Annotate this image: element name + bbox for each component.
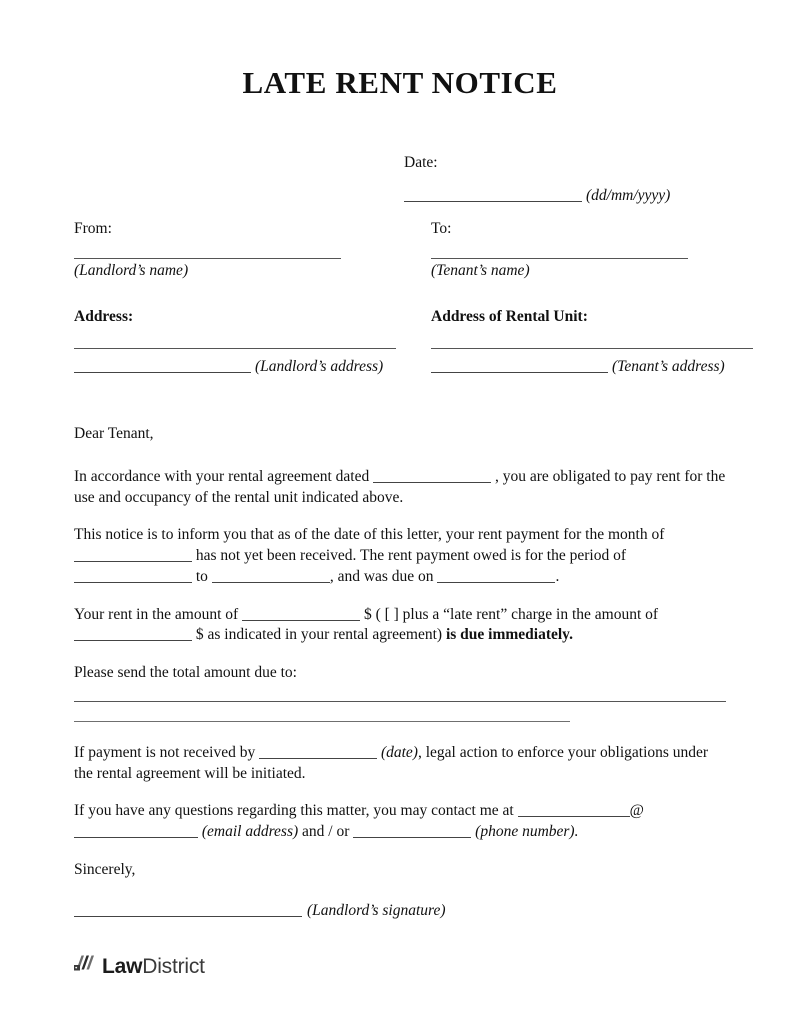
logo-text-district: District [142, 954, 205, 978]
deadline-date-blank[interactable] [259, 743, 377, 759]
paragraph-legal-action [74, 743, 726, 785]
landlord-address-label: Address: [74, 308, 134, 325]
p2-text-c: to [195, 567, 208, 585]
tenant-name-blank[interactable] [431, 258, 688, 259]
tenant-address-label: Address of Rental Unit: [431, 308, 588, 325]
late-fee-amount-blank[interactable] [74, 626, 192, 642]
p5-text-a: If payment is not received by [74, 743, 256, 761]
p6-text-b: and / or [302, 823, 350, 841]
landlord-signature-blank[interactable] [74, 901, 302, 917]
due-date-blank[interactable] [437, 567, 555, 583]
p5-text-b: , legal action to enforce your obligations under the rental agreement will be initiated. [74, 743, 709, 782]
tenant-address-block [400, 308, 726, 376]
send-payment-label: Please send the total amount due to: [74, 664, 297, 682]
tenant-address-blank-line2[interactable] [431, 357, 608, 373]
landlord-address-caption: (Landlord’s address) [255, 357, 384, 375]
stacked-documents-icon [72, 952, 95, 980]
p2-text-a: This notice is to inform you that as of the date of this letter, your rent payment for the month of [74, 526, 665, 544]
tenant-name-caption: (Tenant’s name) [431, 262, 530, 279]
logo-text-law: Law [102, 954, 143, 978]
date-format-caption: (dd/mm/yyyy) [586, 186, 671, 204]
address-row [74, 308, 726, 376]
period-end-blank[interactable] [212, 567, 330, 583]
landlord-name-caption: (Landlord’s name) [74, 262, 189, 279]
landlord-address-blank-line2[interactable] [74, 357, 251, 373]
from-block [74, 220, 400, 280]
paragraph-contact [74, 801, 726, 843]
month-blank[interactable] [74, 546, 192, 562]
p2-text-d: , and was due on [329, 567, 434, 585]
p6-text-a: If you have any questions regarding this matter, you may contact me at [74, 802, 514, 820]
email-user-blank[interactable] [518, 802, 630, 818]
period-start-blank[interactable] [74, 567, 192, 583]
salutation: Dear Tenant, [74, 425, 154, 442]
p2-text-e: . [555, 567, 560, 585]
tenant-address-blank-line1[interactable] [431, 348, 753, 349]
date-label: Date: [404, 154, 438, 171]
tenant-address-caption: (Tenant’s address) [612, 357, 725, 375]
paragraph-rental-agreement [74, 467, 726, 509]
lawdistrict-logo[interactable] [72, 952, 205, 980]
deadline-date-caption: (date) [380, 743, 418, 761]
at-symbol: @ [629, 802, 644, 820]
to-block [400, 220, 726, 280]
phone-caption: (phone number). [475, 823, 579, 841]
to-label: To: [431, 220, 452, 237]
lawdistrict-wordmark [102, 956, 205, 977]
due-immediately-emphasis: is due immediately. [445, 626, 573, 644]
landlord-signature-caption: (Landlord’s signature) [307, 901, 446, 919]
party-row [74, 220, 726, 280]
paragraph-unpaid-notice [74, 525, 726, 587]
tenant-address-line2-row [431, 357, 726, 376]
landlord-name-blank[interactable] [74, 258, 341, 259]
p3-text-c: $ as indicated in your rental agreement) [195, 626, 443, 644]
p3-text-b: $ ( [ ] plus a “late rent” charge in the amount of [363, 605, 659, 623]
rent-amount-blank[interactable] [242, 605, 360, 621]
phone-blank[interactable] [353, 822, 471, 838]
email-domain-blank[interactable] [74, 822, 198, 838]
landlord-address-blank-line1[interactable] [74, 348, 396, 349]
page-title: LATE RENT NOTICE [242, 65, 558, 100]
payment-address-blank-line1[interactable] [74, 701, 726, 702]
payment-address-blank-line2[interactable] [74, 721, 570, 722]
date-field-row [404, 186, 734, 205]
landlord-address-block [74, 308, 400, 376]
letter-body [74, 424, 726, 921]
p1-text-b: , you are obligated to pay rent for the use and occupancy of the rental unit indicated above. [74, 467, 726, 506]
p1-text-a: In accordance with your rental agreement dated [74, 467, 370, 485]
p2-text-b: has not yet been received. The rent payment owed is for the period of [195, 547, 626, 565]
date-input-blank[interactable] [404, 186, 582, 202]
agreement-date-blank[interactable] [373, 467, 491, 483]
closing-line: Sincerely, [74, 860, 136, 878]
landlord-address-line2-row [74, 357, 400, 376]
email-caption: (email address) [201, 823, 299, 841]
from-label: From: [74, 220, 112, 237]
paragraph-amount-due [74, 605, 726, 647]
date-block [404, 154, 734, 205]
p3-text-a: Your rent in the amount of [74, 605, 239, 623]
signature-row [74, 901, 726, 922]
